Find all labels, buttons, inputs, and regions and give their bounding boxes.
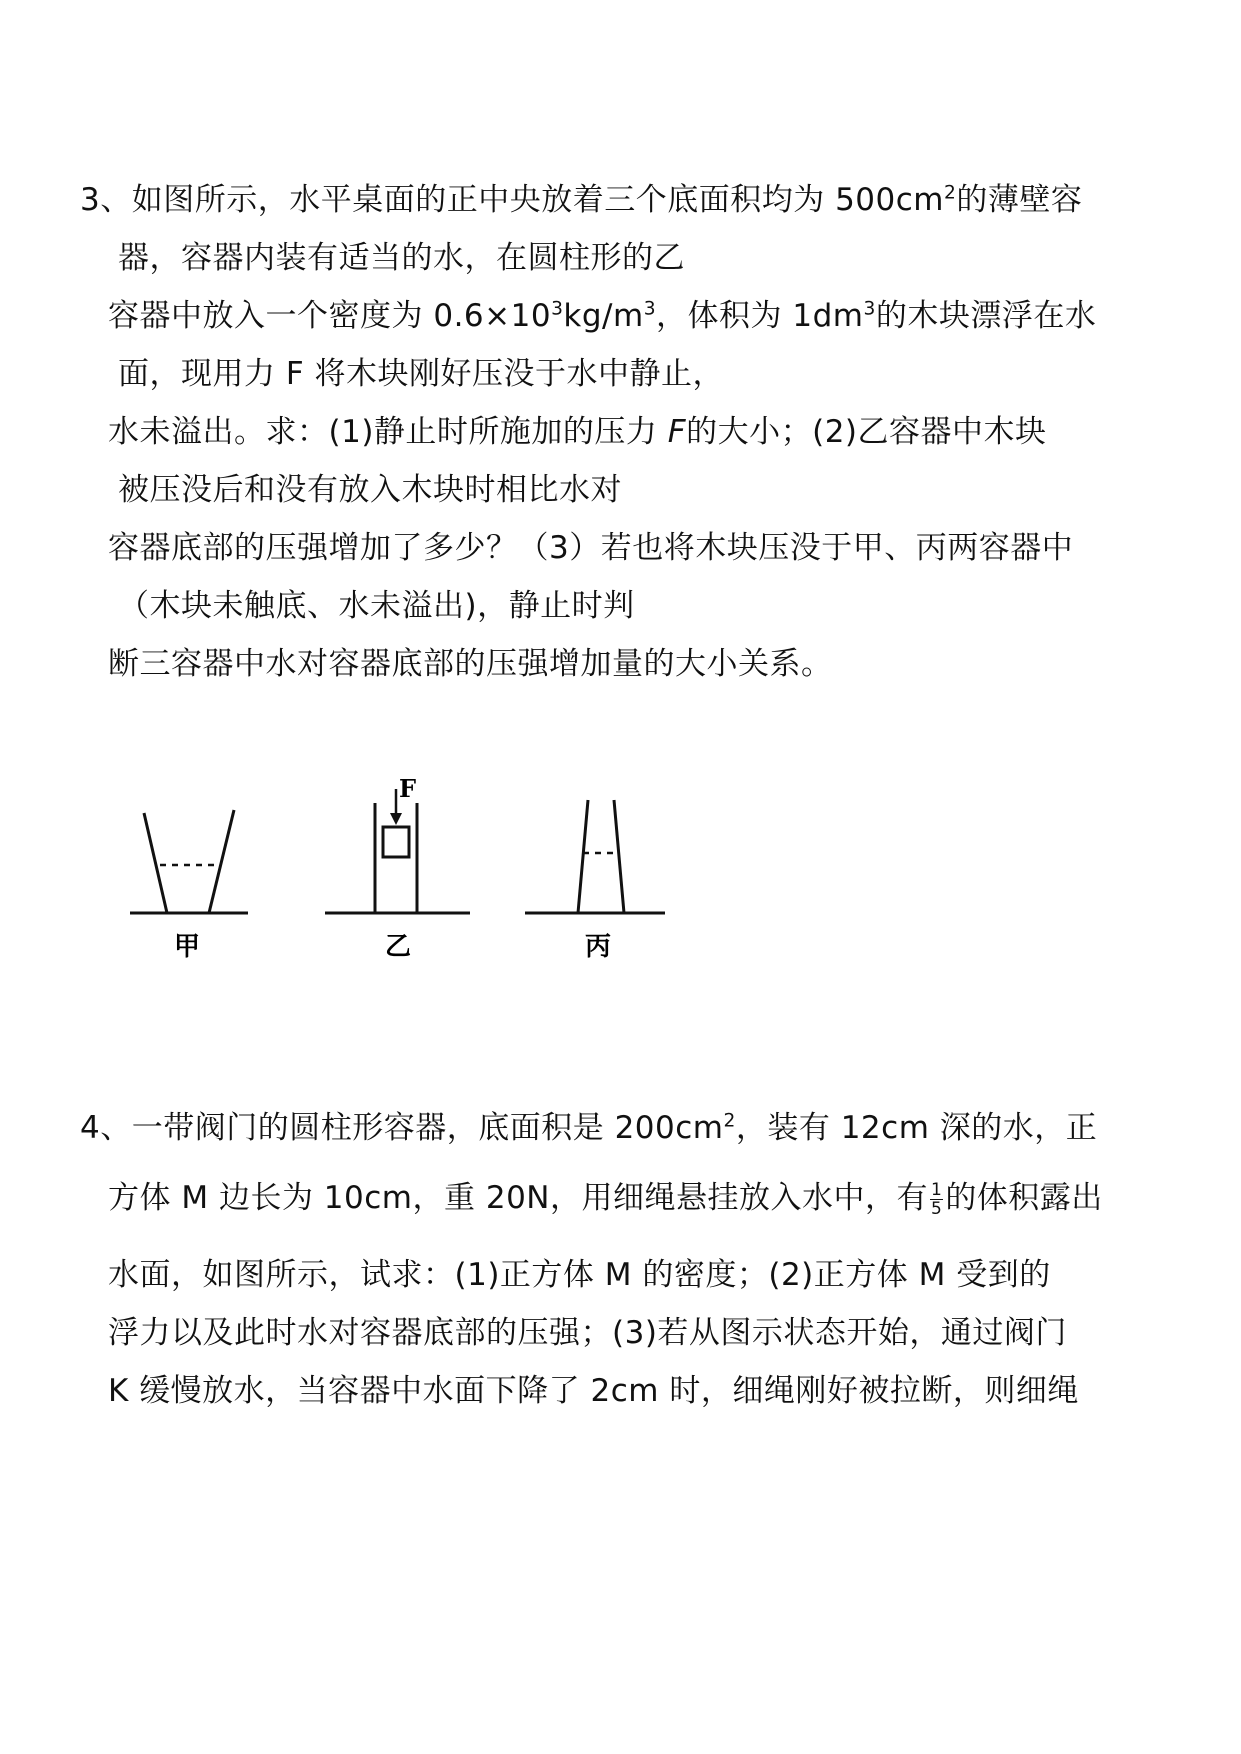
problem4-text: 浮力以及此时水对容器底部的压强；(3)若从图示状态开始，通过阀门 (108, 1315, 1067, 1351)
problem3-text: 容器底部的压强增加了多少？（3）若也将木块压没于甲、丙两容器中 (108, 530, 1074, 566)
superscript: 2 (944, 182, 957, 204)
problem4-text: 4、一带阀门的圆柱形容器，底面积是 200cm (80, 1110, 724, 1146)
problem4-text: 方体 M 边长为 10cm，重 20N，用细绳悬挂放入水中，有 (108, 1180, 928, 1216)
problem4-text: 的体积露出 (945, 1180, 1103, 1216)
problem3-text: 容器中放入一个密度为 0.6×10 (108, 298, 552, 334)
problem4-text: 水面，如图所示，试求：(1)正方体 M 的密度；(2)正方体 M 受到的 (108, 1257, 1051, 1293)
problem3-line-9 (108, 644, 833, 684)
problem3-text: ，体积为 1dm (656, 298, 864, 334)
fraction-one-fifth (930, 1181, 943, 1218)
problem3-line-7 (108, 528, 1073, 568)
problem4-line-1 (80, 1108, 1097, 1148)
container-yi (325, 789, 470, 913)
fraction-denominator: 5 (930, 1199, 943, 1219)
problem4-line-4 (108, 1313, 1067, 1353)
problem4-text: ，装有 12cm 深的水，正 (735, 1110, 1098, 1146)
container-wall-right (209, 810, 234, 913)
containers-figure (130, 775, 690, 975)
label-jia: 甲 (174, 932, 201, 962)
force-symbol: F (667, 414, 687, 450)
container-wall-left (144, 813, 167, 913)
problem3-text: 的木块漂浮在水 (875, 298, 1097, 334)
force-label: F (399, 775, 417, 803)
label-bing: 丙 (585, 932, 612, 962)
problem3-text: kg/m (563, 298, 644, 334)
problem3-line-5 (108, 412, 1047, 452)
problem3-text: （木块未触底、水未溢出)，静止时判 (118, 588, 635, 624)
problem3-text: 3、如图所示，水平桌面的正中央放着三个底面积均为 500cm (80, 182, 944, 218)
problem3-text: 被压没后和没有放入木块时相比水对 (118, 472, 622, 508)
container-jia (130, 810, 248, 913)
problem4-text: K 缓慢放水，当容器中水面下降了 2cm 时，细绳刚好被拉断，则细绳 (108, 1373, 1079, 1409)
container-wall-left (578, 800, 588, 913)
container-wall-right (614, 800, 624, 913)
superscript: 3 (863, 298, 876, 320)
problem4-line-3 (108, 1255, 1051, 1295)
problem3-text: 面，现用力 F 将木块刚好压没于水中静止， (118, 356, 725, 392)
superscript: 2 (723, 1110, 736, 1132)
label-yi: 乙 (385, 932, 412, 962)
problem3-text: 水未溢出。求：(1)静止时所施加的压力 (108, 414, 668, 450)
problem3-text: 的大小；(2)乙容器中木块 (686, 414, 1047, 450)
problem3-line-4 (118, 354, 724, 394)
container-bing (525, 800, 665, 913)
problem3-text: 断三容器中水对容器底部的压强增加量的大小关系。 (108, 646, 833, 682)
problem3-line-1 (80, 180, 1082, 220)
problem3-text: 的薄壁容 (956, 182, 1083, 218)
force-arrowhead (390, 813, 402, 825)
wooden-block (383, 827, 409, 857)
problem4-line-5 (108, 1371, 1079, 1411)
problem3-text: 器，容器内装有适当的水，在圆柱形的乙 (118, 240, 685, 276)
problem3-line-3 (108, 296, 1096, 336)
superscript: 3 (643, 298, 657, 320)
superscript: 3 (551, 298, 564, 320)
problem3-line-8 (118, 586, 635, 626)
problem4-line-2 (108, 1178, 1103, 1218)
fraction-numerator: 1 (930, 1180, 943, 1200)
problem3-line-2 (118, 238, 685, 278)
problem3-line-6 (118, 470, 622, 510)
